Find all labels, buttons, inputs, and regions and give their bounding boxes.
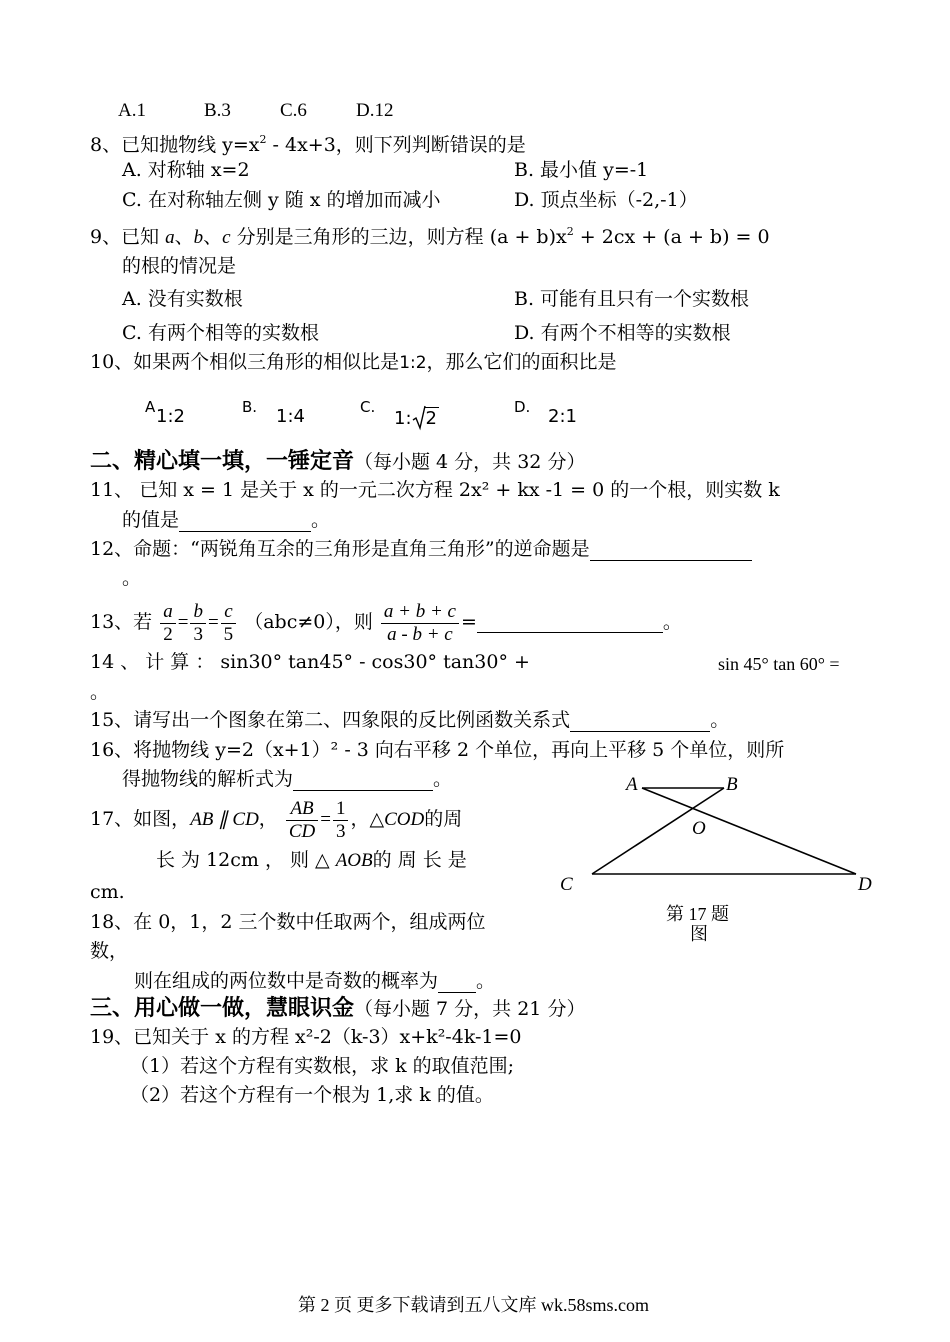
q9-option-d: D. 有两个不相等的实数根: [514, 322, 731, 344]
q8-option-a: A. 对称轴 x=2: [122, 159, 250, 181]
q10-option-b-label: B.: [242, 398, 258, 416]
q15-answer-blank[interactable]: [570, 713, 710, 732]
q17-stem: 17、如图，AB ∥ CD， $\frac{AB}{CD}$ = $\frac{1}{3}$ ，△COD的周: [90, 797, 463, 842]
q10-stem: 10、如果两个相似三角形的相似比是1:2，那么它们的面积比是: [90, 351, 617, 373]
figure-label-b: B: [726, 774, 738, 795]
q18-line3: 则在组成的两位数中是奇数的概率为 。: [134, 970, 496, 992]
q10-option-d-value: 2:1: [548, 406, 577, 427]
q11-answer-blank[interactable]: [179, 513, 311, 532]
q13-fraction-c: $\frac{c}{5}$: [221, 601, 237, 646]
q16-answer-blank[interactable]: [293, 772, 433, 791]
q8-stem: 8、已知抛物线 $y=x^2 - 4x+3$，则下列判断错误的是: [90, 133, 526, 156]
figure-label-o: O: [692, 818, 706, 839]
q19-part2: （2）若这个方程有一个根为 1,求 k 的值。: [130, 1084, 494, 1106]
q18-answer-blank[interactable]: [438, 974, 476, 993]
q8-option-b: B. 最小值 y=-1: [514, 159, 649, 181]
figure-caption: 第 17 题: [666, 904, 729, 924]
q8-option-d: D. 顶点坐标（-2,-1）: [514, 189, 698, 211]
q17-line2: 长 为 12cm ， 则 △ AOB的 周 长 是: [156, 849, 467, 871]
q13-fraction-b: $\frac{b}{3}$: [190, 601, 206, 646]
q10-option-a-value: 1:2: [156, 406, 185, 427]
q17-fraction-third: $\frac{1}{3}$: [333, 798, 349, 843]
q17-fraction-ratio: $\frac{AB}{CD}$: [286, 798, 318, 843]
q10-option-c-value: 1: 2: [394, 407, 439, 431]
section3-heading: 三、用心做一做，慧眼识金（每小题 7 分，共 21 分）: [90, 995, 586, 1021]
figure-label-a: A: [626, 774, 638, 795]
section2-heading: 二、精心填一填，一锤定音（每小题 4 分，共 32 分）: [90, 448, 586, 474]
q10-option-a-label: A: [145, 398, 156, 416]
q7-option-b: B.3: [204, 100, 231, 121]
q16-stem: 16、将抛物线 y=2（x+1）² - 3 向右平移 2 个单位，再向上平移 5 个单位，则所: [90, 739, 785, 761]
q17-line3: cm.: [90, 881, 125, 903]
q13-stem: 13、若 $\frac{a}{2}$ = $\frac{b}{3}$ = $\frac{c}{5}$ （abc≠0），则 $\frac{a + b + c}{a - b + c}$ = 。: [90, 600, 682, 645]
sqrt-symbol: [412, 405, 426, 431]
q11-line2: 的值是 。: [122, 509, 331, 531]
q11-stem: 11、 已知 x = 1 是关于 x 的一元二次方程 2x² + kx -1 = 0 的一个根，则实数 k: [90, 479, 780, 501]
q13-fraction-ratio: $\frac{a + b + c}{a - b + c}$: [381, 601, 459, 646]
q12-answer-blank[interactable]: [590, 542, 752, 561]
q7-option-c: C.6: [280, 100, 307, 121]
q10-option-c-label: C.: [360, 398, 376, 416]
q18-line2: 数，: [90, 940, 129, 962]
page-footer: 第 2 页 更多下载请到五八文库 wk.58sms.com: [298, 1295, 649, 1315]
q18-stem: 18、在 0，1，2 三个数中任取两个，组成两位: [90, 911, 486, 933]
q9-stem: 9、已知 a、b、c 分别是三角形的三边，则方程 $(a + b)x^2 + 2cx + (a + b) = 0$: [90, 225, 770, 248]
q10-option-b-value: 1:4: [276, 406, 305, 427]
figure-caption-line2: 图: [690, 924, 708, 944]
q7-option-d: D.12: [356, 100, 394, 121]
q15-stem: 15、请写出一个图象在第二、四象限的反比例函数关系式 。: [90, 709, 730, 731]
segment-ad: [642, 788, 856, 874]
q12-end: 。: [122, 567, 142, 589]
q13-fraction-a: $\frac{a}{2}$: [160, 601, 176, 646]
q19-part1: （1）若这个方程有实数根，求 k 的取值范围;: [130, 1055, 515, 1077]
q9-stem-line2: 的根的情况是: [122, 255, 237, 277]
q9-option-c: C. 有两个相等的实数根: [122, 322, 319, 344]
q13-answer-blank[interactable]: [477, 614, 663, 633]
q9-option-a: A. 没有实数根: [122, 288, 243, 310]
q19-stem: 19、已知关于 x 的方程 x²-2（k-3）x+k²-4k-1=0: [90, 1026, 522, 1048]
q10-option-d-label: D.: [514, 398, 531, 416]
q14-expression: sin 45° tan 60° =: [718, 654, 840, 674]
figure-label-d: D: [858, 874, 872, 895]
q7-option-a: A.1: [118, 100, 146, 121]
q8-option-c: C. 在对称轴左侧 y 随 x 的增加而减小: [122, 189, 441, 211]
q14-end: 。: [90, 681, 110, 703]
figure-label-c: C: [560, 874, 573, 895]
q16-line2: 得抛物线的解析式为 。: [122, 768, 453, 790]
q14-stem: 14 、 计 算 ： sin30° tan45° - cos30° tan30° +: [90, 651, 530, 673]
q12-stem: 12、命题：“两锐角互余的三角形是直角三角形”的逆命题是: [90, 537, 752, 561]
q9-option-b: B. 可能有且只有一个实数根: [514, 288, 750, 310]
